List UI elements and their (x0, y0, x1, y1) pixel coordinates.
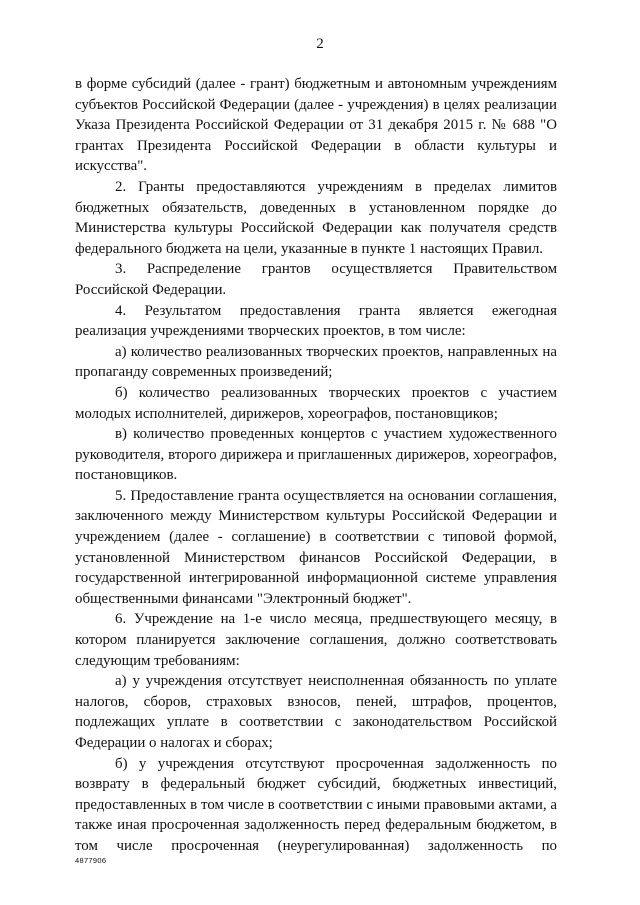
paragraph: 5. Предоставление гранта осуществляется на основании соглашения, заключенного между Министерством культуры Российской Федерации и учреждением (далее - соглашение) в соответствии с типовой формой, установленной Министерством финансов Российской Федерации, в государственной интегрированной информационной системе управления общественными финансами "Электронный бюджет". (75, 487, 557, 607)
paragraph: 6. Учреждение на 1-е число месяца, предшествующего месяцу, в котором планируется заключение соглашения, должно соответствовать следующим требованиям: (75, 611, 557, 669)
paragraph: в форме субсидий (далее - грант) бюджетным и автономным учреждениям субъектов Российской Федерации (далее - учреждения) в целях реализации Указа Президента Российской Федерации от 31 декабря 2015 г. № 688 "О грантах Президента Российской Федерации в области культуры и искусства". (75, 76, 557, 175)
paragraph: 2. Гранты предоставляются учреждениям в пределах лимитов бюджетных обязательств, доведенных в установленном порядке до Министерства культуры Российской Федерации как получателя средств федерального бюджета на цели, указанные в пункте 1 настоящих Правил. (75, 178, 557, 257)
document-code: 4877906 (75, 856, 107, 865)
paragraph: 4. Результатом предоставления гранта является ежегодная реализация учреждениями творческих проектов, в том числе: (75, 302, 557, 340)
paragraph: 3. Распределение грантов осуществляется Правительством Российской Федерации. (75, 261, 557, 298)
document-body (75, 74, 557, 857)
paragraph: б) у учреждения отсутствуют просроченная задолженность по возврату в федеральный бюджет субсидий, бюджетных инвестиций, предоставленных в том числе в соответствии с иными правовыми актами, а также иная просроченная задолженность перед федеральным бюджетом, в том числе просроченная (неурегулированная) задолженность по (75, 755, 557, 854)
paragraph: в) количество проведенных концертов с участием художественного руководителя, второго дирижера и приглашенных дирижеров, хореографов, постановщиков. (75, 426, 557, 484)
paragraph: б) количество реализованных творческих проектов с участием молодых исполнителей, дирижеров, хореографов, постановщиков; (75, 384, 557, 422)
page-number: 2 (316, 36, 324, 52)
paragraph: а) у учреждения отсутствует неисполненная обязанность по уплате налогов, сборов, страховых взносов, пеней, штрафов, процентов, подлежащих уплате в соответствии с законодательством Российской Федерации о налогах и сборах; (75, 673, 557, 751)
paragraph: а) количество реализованных творческих проектов, направленных на пропаганду современных произведений; (75, 343, 557, 381)
